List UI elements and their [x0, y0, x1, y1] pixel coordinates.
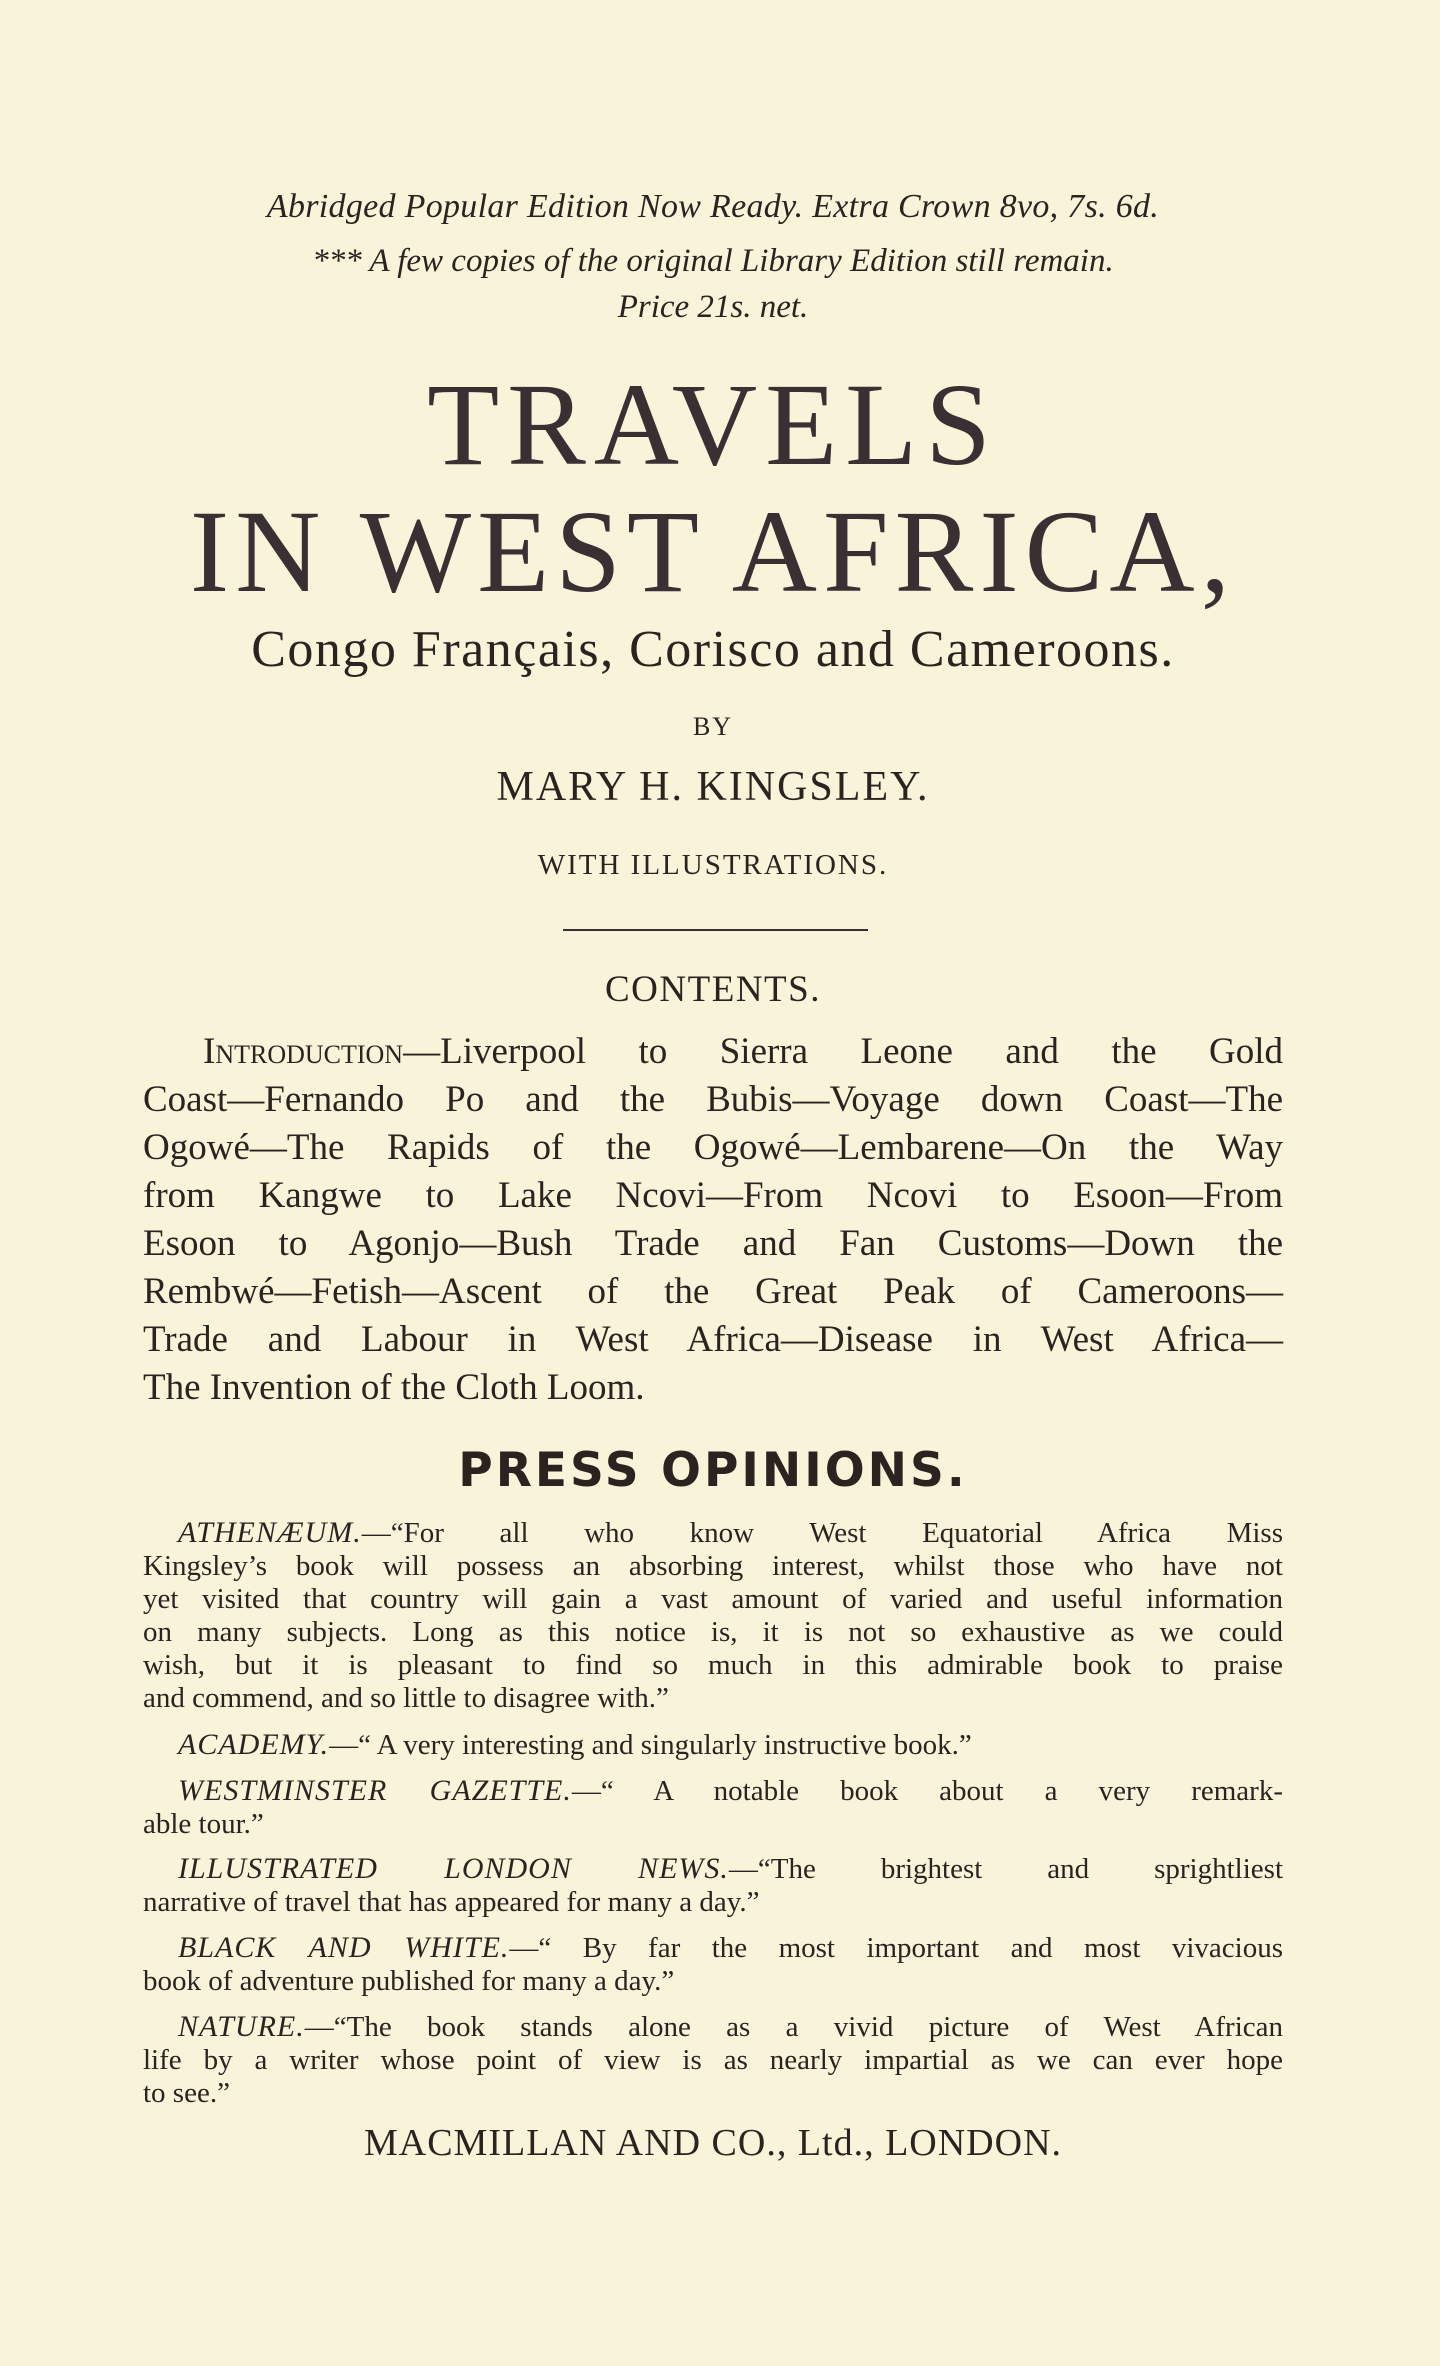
review-athenaeum: ATHENÆUM.—“For all who know West Equatorial Africa Miss Kingsley’s book will possess an absorbing interest, whilst those who have not yet visited that country will gain a vast amount of varied and useful information on many subjects. Long as this notice is, it is not so exhaustive as we could wish, but it is pleasant to find so much in this admirable book to praise and commend, and so little to disagree with.”: [143, 1516, 1283, 1714]
review-source: NATURE.: [178, 2010, 305, 2043]
author-name: MARY H. KINGSLEY.: [496, 764, 930, 810]
review-source: WESTMINSTER GAZETTE.: [178, 1774, 572, 1807]
press-opinions-heading: PRESS OPINIONS.: [458, 1443, 968, 1498]
price-line: Price 21s. net.: [617, 289, 809, 325]
edition-line: Abridged Popular Edition Now Ready. Extra Crown 8vo, 7s. 6d.: [266, 188, 1160, 225]
contents-line: Ogowé—The Rapids of the Ogowé—Lembarene—On the Way: [143, 1127, 1283, 1168]
introduction-label: Introduction: [203, 1031, 404, 1072]
contents-line: Esoon to Agonjo—Bush Trade and Fan Customs—Down the: [143, 1223, 1283, 1264]
by-line: BY: [692, 712, 734, 741]
divider-rule: [563, 929, 868, 931]
review-source: ACADEMY.: [178, 1728, 330, 1761]
contents-line: Trade and Labour in West Africa—Disease in West Africa—: [143, 1319, 1283, 1360]
review-source: ILLUSTRATED LONDON NEWS.: [178, 1852, 729, 1885]
library-edition-note: *** A few copies of the original Library Edition still remain.: [312, 243, 1114, 279]
illustrations-note: WITH ILLUSTRATIONS.: [537, 849, 889, 881]
contents-line: Coast—Fernando Po and the Bubis—Voyage down Coast—The: [143, 1079, 1283, 1120]
review-illustrated-london-news: ILLUSTRATED LONDON NEWS.—“The brightest and sprightliest narrative of travel that has appeared for many a day.”: [143, 1852, 1283, 1918]
publisher-imprint: MACMILLAN AND CO., Ltd., LONDON.: [363, 2122, 1063, 2164]
contents-heading: CONTENTS.: [605, 969, 821, 1010]
contents-line: Rembwé—Fetish—Ascent of the Great Peak of Cameroons—: [143, 1271, 1283, 1312]
contents-line: Introduction—Liverpool to Sierra Leone and the Gold: [203, 1031, 1283, 1072]
contents-body: [143, 1028, 1283, 1412]
book-title-line-2: IN WEST AFRICA,: [189, 486, 1237, 617]
contents-line: The Invention of the Cloth Loom.: [143, 1367, 645, 1408]
review-source: ATHENÆUM.: [178, 1516, 362, 1549]
review-academy: ACADEMY.—“ A very interesting and singularly instructive book.”: [178, 1728, 972, 1761]
review-black-and-white: BLACK AND WHITE.—“ By far the most important and most vivacious book of adventure published for many a day.”: [143, 1931, 1284, 1997]
book-title-line-1: TRAVELS: [427, 359, 999, 490]
contents-line: from Kangwe to Lake Ncovi—From Ncovi to Esoon—From: [143, 1175, 1283, 1216]
review-source: BLACK AND WHITE.: [178, 1931, 510, 1964]
review-nature: NATURE.—“The book stands alone as a vivid picture of West African life by a writer whose point of view is as nearly impartial as we can ever hope to see.”: [143, 2010, 1283, 2109]
book-subtitle: Congo Français, Corisco and Cameroons.: [251, 621, 1175, 678]
review-westminster-gazette: WESTMINSTER GAZETTE.—“ A notable book about a very remark- able tour.”: [143, 1774, 1283, 1840]
